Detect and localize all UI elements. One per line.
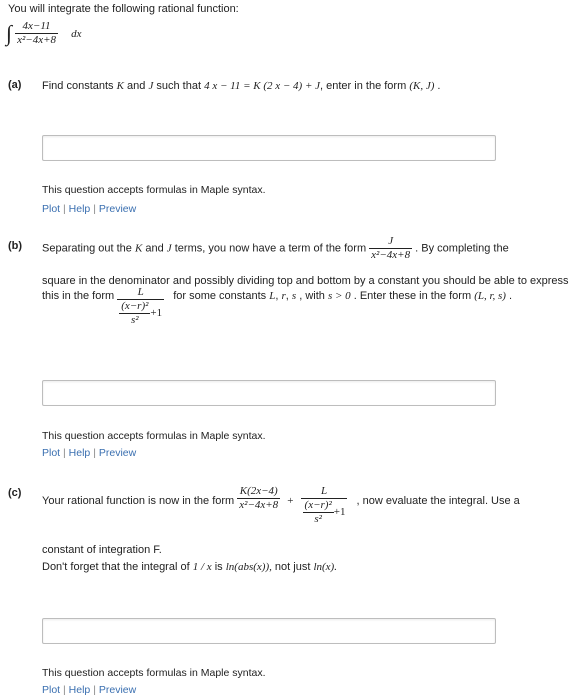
part-a-preview-link[interactable]: Preview: [98, 203, 137, 215]
part-c-plot-link[interactable]: Plot: [42, 684, 61, 696]
part-a-accepts: This question accepts formulas in Maple syntax.: [42, 184, 266, 196]
part-a-answer-input[interactable]: [42, 135, 496, 161]
part-b-cond: s > 0: [327, 290, 351, 302]
part-a-sep-2: |: [93, 203, 96, 215]
part-c-text-1: Your rational function is now in the form: [42, 495, 235, 507]
part-c-f2-numerator: L: [301, 485, 348, 499]
part-c-fraction-2: [301, 485, 348, 526]
part-a-help-link[interactable]: Help: [68, 203, 91, 215]
part-b-term-fraction: [369, 235, 412, 262]
part-b-answer-input[interactable]: [42, 380, 496, 406]
part-b-line-2: square in the denominator and possibly dividing top and bottom by a constant you should be able to express: [42, 275, 569, 287]
part-c-preview-link[interactable]: Preview: [98, 684, 137, 696]
part-b-label: (b): [8, 240, 23, 252]
integrand-denominator: x²−4x+8: [17, 34, 57, 46]
integral-sign: ∫: [6, 20, 13, 46]
intro-text: You will integrate the following rational function:: [8, 3, 239, 15]
part-b-line-1: [42, 235, 509, 262]
part-c-inner-fraction: [303, 499, 334, 526]
part-a-label: (a): [8, 79, 22, 91]
integrand-fraction: [15, 20, 58, 47]
part-b-text-5: for some constants: [173, 290, 267, 302]
part-b-accepts: This question accepts formulas in Maple syntax.: [42, 430, 266, 442]
part-b-end: .: [509, 290, 513, 302]
part-b-text-7: . Enter these in the form: [353, 290, 472, 302]
part-b-text-1: Separating out the: [42, 242, 132, 255]
part-a-links: [42, 203, 136, 215]
part-c-f1-numerator: K(2x−4): [237, 485, 280, 499]
part-c-line3-c: not just: [274, 561, 311, 573]
part-a-text-1: Find constants: [42, 80, 114, 92]
part-b-inner-fraction: [119, 300, 150, 327]
part-c-line3-a: Don't forget that the integral of: [42, 561, 190, 573]
part-a-question: [42, 80, 440, 92]
part-a-text-2: such that: [156, 80, 202, 92]
part-c-sep-1: |: [63, 684, 66, 696]
part-b-sep-2: |: [93, 447, 96, 459]
part-c-links: [42, 684, 136, 696]
part-b-form-numerator: L: [117, 286, 164, 300]
part-c-inner-bottom: s²: [314, 513, 322, 525]
part-c-f1-denominator: x²−4x+8: [239, 499, 279, 511]
part-c-f2-plus: +1: [333, 506, 346, 519]
part-b-text-3: . By completing the: [415, 242, 509, 255]
integrand-dx: dx: [71, 27, 82, 40]
part-c-answer-input[interactable]: [42, 618, 496, 644]
part-c-line3-expr3: ln(x).: [313, 561, 337, 573]
part-a-J: J: [148, 80, 154, 92]
part-c-line3-expr: 1 / x: [192, 561, 212, 573]
part-b-K: K: [134, 242, 143, 255]
part-c-line3-expr2: ln(abs(x)),: [225, 561, 272, 573]
part-b-form-fraction: [117, 286, 164, 327]
part-a-text-3: , enter in the form: [320, 80, 407, 92]
part-c-line3-b: is: [214, 561, 223, 573]
part-c-sep-2: |: [93, 684, 96, 696]
part-b-form-plus: +1: [150, 307, 163, 320]
part-b-J: J: [166, 242, 172, 255]
part-b-inner-top: (x−r)²: [121, 300, 149, 312]
part-a-end: .: [437, 80, 441, 92]
part-b-text-4: this in the form: [42, 290, 115, 302]
part-b-form2: (L, r, s): [474, 290, 506, 302]
part-b-text-2: terms, you now have a term of the form: [174, 242, 367, 255]
part-b-L: L: [269, 290, 276, 302]
part-b-links: [42, 447, 136, 459]
part-c-f2-denominator: [301, 499, 348, 526]
part-b-term-denominator: x²−4x+8: [371, 249, 411, 261]
part-a-sep-1: |: [63, 203, 66, 215]
part-c-text-2: , now evaluate the integral. Use a: [356, 495, 520, 507]
part-b-sep-1: |: [63, 447, 66, 459]
part-c-help-link[interactable]: Help: [68, 684, 91, 696]
part-b-term-numerator: J: [369, 235, 412, 249]
part-c-line-2: constant of integration F.: [42, 544, 162, 556]
part-b-s: s: [291, 290, 297, 302]
part-a-form: (K, J): [409, 80, 435, 92]
part-a-and: and: [127, 80, 146, 92]
part-c-accepts: This question accepts formulas in Maple syntax.: [42, 667, 266, 679]
part-c-inner-top: (x−r)²: [304, 499, 332, 511]
part-b-plot-link[interactable]: Plot: [42, 447, 61, 459]
part-b-text-6: , with: [299, 290, 325, 302]
part-b-and: and: [145, 242, 164, 255]
part-c-plus: +: [287, 495, 294, 507]
intro-integral: [6, 20, 81, 54]
part-b-preview-link[interactable]: Preview: [98, 447, 137, 459]
part-a-K: K: [116, 80, 124, 92]
part-b-line-3: this in the form L $\frac{\text{(x−r)²}}{\text{s²}}$ +1 for some constants L, r, s , with s > 0 . Enter these in the form (L, r, s) .: [42, 286, 513, 326]
part-b-r: r: [281, 290, 286, 302]
part-c-fraction-1: [237, 485, 280, 512]
part-a-plot-link[interactable]: Plot: [42, 203, 61, 215]
part-c-label: (c): [8, 487, 22, 499]
part-c-line-3: [42, 561, 337, 573]
part-a-equation: 4 x − 11 = K (2 x − 4) + J: [204, 80, 321, 92]
part-b-inner-bottom: s²: [131, 314, 139, 326]
part-b-help-link[interactable]: Help: [68, 447, 91, 459]
integrand-numerator: 4x−11: [15, 20, 58, 34]
part-b-form-denominator: [117, 300, 164, 327]
part-c-line-1: [42, 485, 520, 526]
